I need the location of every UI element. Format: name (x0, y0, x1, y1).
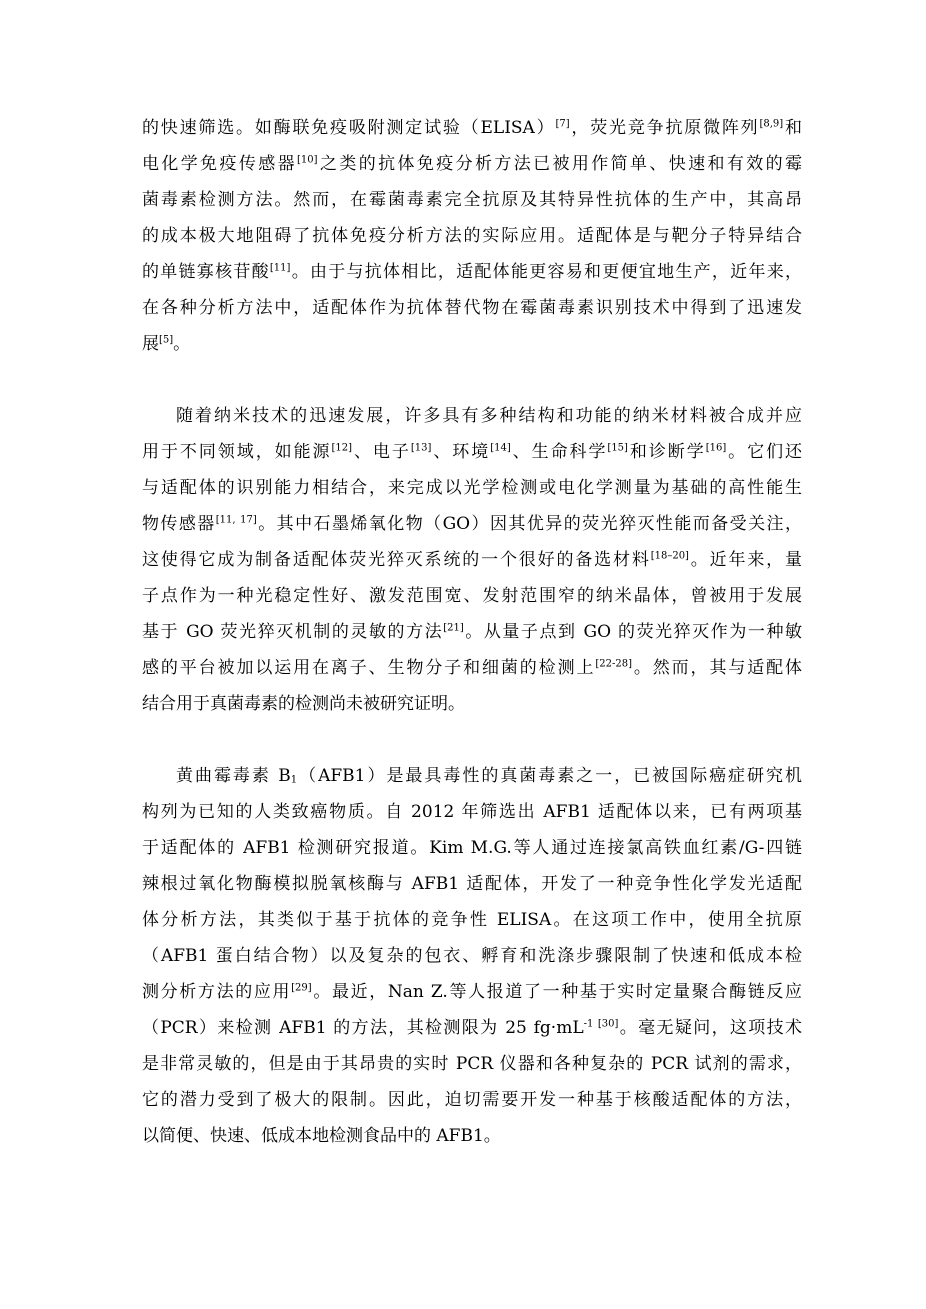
text-line (142, 686, 802, 722)
text-run: 、电子 (352, 442, 411, 462)
text-line (142, 506, 802, 542)
citation-superscript: [7] (555, 118, 570, 130)
text-line (142, 830, 802, 866)
text-line (142, 650, 802, 686)
text-run: 体分析方法，其类似于基于抗体的竞争性 ELISA。在这项工作中，使用全抗原 (142, 910, 802, 930)
text-line (142, 434, 802, 470)
text-run: ，荧光竞争抗原微阵列 (569, 118, 760, 138)
text-run: 与适配体的识别能力相结合，来完成以光学检测或电化学测量为基础的高性能生 (142, 478, 802, 498)
text-run: 结合用于真菌毒素的检测尚未被研究证明。 (142, 694, 465, 714)
text-run: 。从量子点到 GO 的荧光猝灭作为一种敏 (463, 622, 803, 642)
citation-superscript: [14] (490, 442, 511, 454)
paragraph-1 (142, 110, 802, 362)
text-run: 。最近，Nan Z.等人报道了一种基于实时定量聚合酶链反应 (311, 982, 803, 1002)
text-run: 随着纳米技术的迅速发展，许多具有多种结构和功能的纳米材料被合成并应 (176, 406, 802, 426)
subscript: 1 (290, 774, 298, 786)
citation-superscript: [21] (443, 622, 464, 634)
text-run: 在各种分析方法中，适配体作为抗体替代物在霉菌毒素识别技术中得到了迅速发 (142, 298, 802, 318)
text-run: 电化学免疫传感器 (142, 154, 298, 174)
text-line (142, 542, 802, 578)
text-line (142, 398, 802, 434)
text-line (142, 182, 802, 218)
citation-superscript: [16] (705, 442, 727, 454)
text-run: 。然而，其与适配体 (632, 658, 803, 678)
citation-superscript: [18–20] (650, 550, 689, 562)
citation-superscript: -1 [30] (583, 1018, 619, 1030)
citation-superscript: [10] (297, 154, 318, 166)
text-run: 它的潜力受到了极大的限制。因此，迫切需要开发一种基于核酸适配体的方法， (142, 1090, 802, 1110)
text-run: 。其中石墨烯氧化物（GO）因其优异的荧光猝灭性能而备受关注， (256, 514, 802, 534)
document-page (142, 110, 802, 1154)
text-line (142, 1010, 802, 1046)
citation-superscript: [5] (159, 334, 174, 346)
text-line (142, 938, 802, 974)
text-line (142, 758, 802, 794)
text-run: 于适配体的 AFB1 检测研究报道。Kim M.G.等人通过连接氯高铁血红素/G-四链 (142, 838, 802, 858)
text-line (142, 254, 802, 290)
text-run: 。近年来，量 (688, 550, 803, 570)
text-line (142, 866, 802, 902)
text-run: 。由于与抗体相比，适配体能更容易和更便宜地生产，近年来， (290, 262, 803, 282)
text-run: （AFB1）是最具毒性的真菌毒素之一，已被国际癌症研究机 (297, 766, 802, 786)
text-line (142, 578, 802, 614)
text-run: 用于不同领域，如能源 (142, 442, 332, 462)
text-run: 的成本极大地阻碍了抗体免疫分析方法的实际应用。适配体是与靶分子特异结合 (142, 226, 802, 246)
text-run: 菌毒素检测方法。然而，在霉菌毒素完全抗原及其特异性抗体的生产中，其高昂 (142, 190, 802, 210)
text-run: 基于 GO 荧光猝灭机制的灵敏的方法 (142, 622, 444, 642)
text-run: 的单链寡核苷酸 (142, 262, 270, 282)
text-run: 、环境 (431, 442, 491, 462)
text-run: 。 (173, 334, 191, 354)
text-run: （PCR）来检测 AFB1 的方法，其检测限为 25 fg·mL (142, 1018, 584, 1038)
text-run: 是非常灵敏的，但是由于其昂贵的实时 PCR 仪器和各种复杂的 PCR 试剂的需求， (142, 1054, 802, 1074)
paragraph-2 (142, 398, 802, 722)
text-line (142, 1046, 802, 1082)
text-line (142, 470, 802, 506)
text-line (142, 290, 802, 326)
text-run: 。它们还 (726, 442, 803, 462)
text-run: 之类的抗体免疫分析方法已被用作简单、快速和有效的霉 (317, 154, 803, 174)
text-line (142, 146, 802, 182)
text-run: 测分析方法的应用 (142, 982, 292, 1002)
text-line (142, 218, 802, 254)
text-run: 物传感器 (142, 514, 216, 534)
text-run: 这使得它成为制备适配体荧光猝灭系统的一个很好的备选材料 (142, 550, 651, 570)
text-line (142, 614, 802, 650)
citation-superscript: [29] (291, 982, 312, 994)
text-line (142, 902, 802, 938)
text-run: 辣根过氧化物酶模拟脱氧核酶与 AFB1 适配体，开发了一种竞争性化学发光适配 (142, 874, 802, 894)
text-run: 、生命科学 (510, 442, 608, 462)
text-line (142, 110, 802, 146)
citation-superscript: [8,9] (759, 118, 784, 130)
text-run: 子点作为一种光稳定性好、激发范围宽、发射范围窄的纳米晶体，曾被用于发展 (142, 586, 802, 606)
text-line (142, 326, 802, 362)
text-run: 的快速筛选。如酶联免疫吸附测定试验（ELISA） (142, 118, 556, 138)
citation-superscript: [13] (410, 442, 432, 454)
citation-superscript: [22-28] (595, 658, 632, 670)
text-line (142, 1118, 802, 1154)
citation-superscript: [15] (607, 442, 628, 454)
citation-superscript: [11, 17] (215, 514, 257, 526)
text-run: 感的平台被加以运用在离子、生物分子和细菌的检测上 (142, 658, 596, 678)
text-run: （AFB1 蛋白结合物）以及复杂的包衣、孵育和洗涤步骤限制了快速和低成本检 (142, 946, 802, 966)
text-run: 展 (142, 334, 159, 354)
text-run: 黄曲霉毒素 B (176, 766, 291, 786)
citation-superscript: [11] (269, 262, 291, 274)
text-line (142, 1082, 802, 1118)
text-line (142, 974, 802, 1010)
text-run: 和 (783, 118, 803, 138)
text-run: 构列为已知的人类致癌物质。自 2012 年筛选出 AFB1 适配体以来，已有两项基 (142, 802, 802, 822)
paragraph-3 (142, 758, 802, 1154)
text-run: 以简便、快速、低成本地检测食品中的 AFB1。 (142, 1126, 501, 1146)
text-line (142, 794, 802, 830)
citation-superscript: [12] (331, 442, 353, 454)
text-run: 和诊断学 (627, 442, 706, 462)
text-run: 。毫无疑问，这项技术 (618, 1018, 802, 1038)
